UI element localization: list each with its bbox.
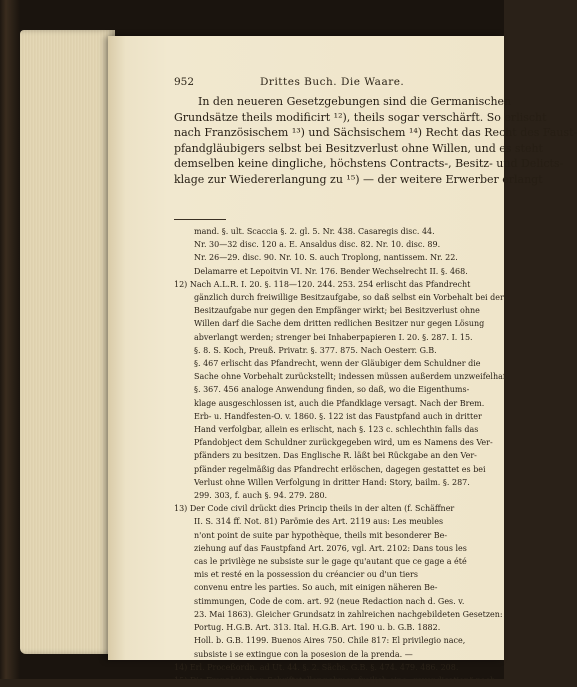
footnote-line: Holl. b. G.B. 1199. Buenos Aires 750. Chile 817: El privilegio nace, [194, 636, 466, 646]
footnote-line: stimmungen, Code de com. art. 92 (neue Redaction nach d. Ges. v. [194, 596, 465, 606]
page-header [174, 76, 492, 90]
footnote-line: Nr. 30—32 disc. 120 a. E. Ansaldus disc. 82. Nr. 10. disc. 89. [194, 240, 441, 250]
footnote-line: 15) Die Französischen Schriftsteller nehmen freilich eine „revendication“ nach [174, 675, 496, 685]
main-text-line: In den neueren Gesetzgebungen sind die Germanischen [198, 95, 512, 108]
footnote-line: §. 367. 456 analoge Anwendung finden, so daß, wo die Eigenthums- [194, 385, 470, 395]
footnote-line: 12) Nach A.L.R. I. 20. §. 118—120. 244. 253. 254 erlischt das Pfandrecht [174, 279, 471, 289]
footnote-line: ziehung auf das Faustpfand Art. 2076, vgl. Art. 2102: Dans tous les [194, 543, 467, 553]
book-page [108, 36, 577, 685]
footnote-line: klage ausgeschlossen ist, auch die Pfandklage versagt. Nach der Brem. [194, 398, 485, 408]
footnote-line: pfänders zu besitzen. Das Englische R. läßt bei Rückgabe an den Ver- [194, 451, 477, 461]
footnote-line: gänzlich durch freiwillige Besitzaufgabe, so daß selbst ein Vorbehalt bei der [194, 293, 504, 303]
footnote-rule [174, 219, 226, 220]
main-text [174, 94, 577, 187]
main-text-line: pfandgläubigers selbst bei Besitzverlust ohne Willen, und es steht [174, 141, 543, 155]
footnote-line: Nr. 26—29. disc. 90. Nr. 10. S. auch Troplong, nantissem. Nr. 22. [194, 253, 458, 263]
main-text-line: Grundsätze theils modificirt ¹²), theils sogar verschärft. So erlischt [174, 110, 547, 124]
footnote-line: §. 467 erlischt das Pfandrecht, wenn der Gläubiger dem Schuldner die [194, 359, 481, 369]
main-text-line: klage zur Wiedererlangung zu ¹⁵) — der weitere Erwerber erlangt [174, 172, 543, 186]
footnote-line: 299. 303, f. auch §. 94. 279. 280. [194, 491, 328, 501]
footnote-line: Hand verfolgbar, allein es erlischt, nach §. 123 c. schlechthin falls das [194, 425, 479, 435]
footnote-line: Delamarre et Lepoitvin VI. Nr. 176. Bender Wechselrecht II. §. 468. [194, 266, 468, 276]
footnote-line: abverlangt werden; strenger bei Inhaberpapieren I. 20. §. 287. I. 15. [194, 332, 473, 342]
running-title: Drittes Buch. Die Waare. [260, 76, 405, 88]
main-text-line: nach Französischem ¹³) und Sächsischem ¹⁴) Recht das Recht des Faust- [174, 126, 577, 139]
footnotes [174, 225, 510, 687]
footnote-line: Sache ohne Vorbehalt zurückstellt; indessen müssen außerdem unzweifelhaft [194, 372, 510, 382]
footnote-line: Willen darf die Sache dem dritten redlichen Besitzer nur gegen Lösung [194, 319, 485, 329]
footnote-line: Erb- u. Handfesten-O. v. 1860. §. 122 ist das Faustpfand auch in dritter [194, 411, 482, 421]
footnote-line: 14) Erl. Proceßordn. ad Ut. 44. §. 2. Sächs. G.B. §. 474. 479. 486. 208. [174, 662, 459, 672]
footnote-line: convenu entre les parties. So auch, mit einigen näheren Be- [194, 583, 438, 593]
footnote-line: 13) Der Code civil drückt dies Princip theils in der alten (f. Schäffner [174, 504, 455, 514]
footnote-line: cas le privilège ne subsiste sur le gage qu'autant que ce gage a été [194, 557, 467, 567]
footnote-line: pfänder regelmäßig das Pfandrecht erlöschen, dagegen gestattet es bei [194, 464, 486, 474]
footnote-line: Pfandobject dem Schuldner zurückgegeben wird, um es Namens des Ver- [194, 438, 493, 448]
footnote-line: Portug. H.G.B. Art. 313. Ital. H.G.B. Art. 190 u. b. G.B. 1882. [194, 623, 441, 633]
footnote-line: mand. §. ult. Scaccia §. 2. gl. 5. Nr. 438. Casaregis disc. 44. [194, 227, 435, 236]
footnote-line: 23. Mai 1863). Gleicher Grundsatz in zahlreichen nachgebildeten Gesetzen: [194, 609, 503, 619]
footnote-line: n'ont point de suite par hypothèque, theils mit besonderer Be- [194, 530, 448, 540]
footnote-line: §. 8. S. Koch, Preuß. Privatr. §. 377. 875. Nach Oesterr. G.B. [194, 345, 437, 355]
page-block-edges [20, 30, 115, 654]
main-text-line: demselben keine dingliche, höchstens Contracts-, Besitz- und Delicts- [174, 157, 564, 170]
page-number: 952 [174, 76, 195, 88]
footnote-line: Verlust ohne Willen Verfolgung in dritter Hand: Story, bailm. §. 287. [194, 477, 470, 487]
footnote-line: II. S. 314 ff. Not. 81) Parömie des Art. 2119 aus: Les meubles [194, 517, 444, 527]
footnote-line: mis et resté en la possession du créancier ou d'un tiers [194, 570, 418, 580]
footnote-line: Besitzaufgabe nur gegen den Empfänger wirkt; bei Besitzverlust ohne [194, 306, 480, 316]
footnote-line: subsiste i se extingue con la posesion de la prenda. — [194, 649, 413, 659]
